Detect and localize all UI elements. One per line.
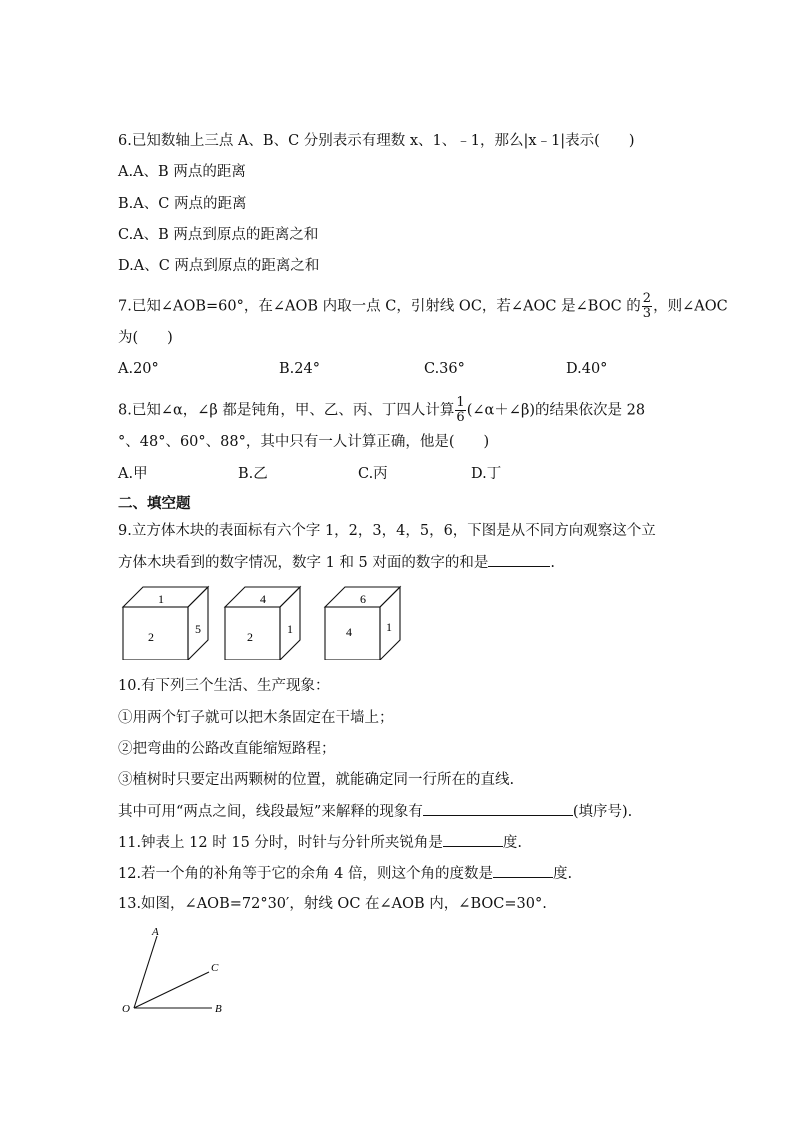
q8-stem-a: 8.已知∠α，∠β 都是钝角，甲、乙、丙、丁四人计算 xyxy=(118,402,455,419)
q7-frac-den: 3 xyxy=(642,306,652,321)
q9-line-2-text: 方体木块看到的数字情况，数字 1 和 5 对面的数字的和是 xyxy=(118,555,489,571)
label-o: O xyxy=(122,1003,130,1015)
q12-answer-blank xyxy=(493,863,553,878)
ray-oc xyxy=(134,972,209,1008)
q7-option-a: A.20° xyxy=(118,361,159,377)
q7-option-c: C.36° xyxy=(424,361,465,377)
q8-stem xyxy=(118,396,645,425)
q8-fraction xyxy=(455,396,465,425)
q6-option-a: A.A、B 两点的距离 xyxy=(118,164,246,180)
q6-stem: 6.已知数轴上三点 A、B、C 分别表示有理数 x、1、﹣1，那么|x﹣1|表示( ) xyxy=(118,133,635,149)
q12 xyxy=(118,863,572,884)
q9-cubes-figure xyxy=(110,580,430,660)
cube-3-front: 4 xyxy=(346,625,352,639)
q7-stem xyxy=(118,292,728,321)
q11-unit: 度. xyxy=(502,835,523,851)
q9-line-2 xyxy=(118,552,555,573)
q10-answer-blank xyxy=(423,801,573,816)
q6-option-c: C.A、B 两点到原点的距离之和 xyxy=(118,227,319,243)
q12-text: 12.若一个角的补角等于它的余角 4 倍，则这个角的度数是 xyxy=(118,866,494,882)
q7-stem-a: 7.已知∠AOB=60°，在∠AOB 内取一点 C，引射线 OC，若∠AOC 是∠BOC 的 xyxy=(118,298,641,315)
cube-2-side: 1 xyxy=(287,622,293,636)
section-title-fill-in: 二、填空题 xyxy=(118,496,191,512)
q11-text: 11.钟表上 12 时 15 分时，时针与分针所夹锐角是 xyxy=(118,835,443,851)
cube-2 xyxy=(225,587,300,660)
q6-option-b: B.A、C 两点的距离 xyxy=(118,196,247,212)
q7-frac-num: 2 xyxy=(642,291,652,306)
cube-3 xyxy=(325,587,400,660)
q8-option-d: D.丁 xyxy=(471,466,502,482)
cube-1-side: 5 xyxy=(195,622,201,636)
q12-unit: 度. xyxy=(553,866,573,882)
q10-question xyxy=(118,801,632,822)
cube-3-top: 6 xyxy=(360,592,366,606)
q10-item-3: ③植树时只要定出两颗树的位置，就能确定同一行所在的直线. xyxy=(118,772,515,788)
q8-frac-num: 1 xyxy=(456,395,465,410)
q10-item-1: ①用两个钉子就可以把木条固定在干墙上； xyxy=(118,710,394,726)
cube-2-top: 4 xyxy=(260,592,266,606)
q8-stem-b: (∠α＋∠β)的结果依次是 28 xyxy=(466,402,646,419)
label-a: A xyxy=(152,926,159,938)
label-b: B xyxy=(215,1003,222,1015)
q13-angle-figure xyxy=(112,920,242,1020)
q8-stem-c: °、48°、60°、88°，其中只有一人计算正确，他是( ) xyxy=(118,434,490,450)
q8-frac-den: 6 xyxy=(456,410,465,425)
q7-stem-b: ，则∠AOC xyxy=(653,298,728,315)
q8-option-b: B.乙 xyxy=(238,466,268,482)
q7-options xyxy=(118,359,718,379)
q10-stem: 10.有下列三个生活、生产现象： xyxy=(118,678,330,694)
ray-oa xyxy=(134,936,157,1008)
q7-fraction xyxy=(642,292,652,321)
q7-option-d: D.40° xyxy=(566,361,608,377)
q9-line-2-end: . xyxy=(550,555,555,571)
q9-line-1: 9.立方体木块的表面标有六个字 1，2，3，4，5，6，下图是从不同方向观察这个立 xyxy=(118,523,656,539)
q9-answer-blank xyxy=(488,552,550,567)
label-c: C xyxy=(211,962,219,974)
q10-question-b: (填序号). xyxy=(572,804,633,820)
q10-item-2: ②把弯曲的公路改直能缩短路程； xyxy=(118,741,336,757)
q11 xyxy=(118,832,522,853)
cube-2-front: 2 xyxy=(247,630,253,644)
q8-option-c: C.丙 xyxy=(358,466,388,482)
cube-1-top: 1 xyxy=(158,592,164,606)
q13-stem: 13.如图，∠AOB=72°30′，射线 OC 在∠AOB 内，∠BOC=30°. xyxy=(118,896,547,912)
q10-question-a: 其中可用“两点之间，线段最短”来解释的现象有 xyxy=(118,804,423,820)
q7-option-b: B.24° xyxy=(279,361,320,377)
cube-3-side: 1 xyxy=(386,620,392,634)
q7-stem-c: 为( ) xyxy=(118,330,173,346)
q6-option-d: D.A、C 两点到原点的距离之和 xyxy=(118,258,320,274)
q11-answer-blank xyxy=(443,832,503,847)
cube-1 xyxy=(123,587,208,660)
cube-1-front: 2 xyxy=(148,630,154,644)
q8-options xyxy=(118,464,718,484)
q8-option-a: A.甲 xyxy=(118,466,148,482)
